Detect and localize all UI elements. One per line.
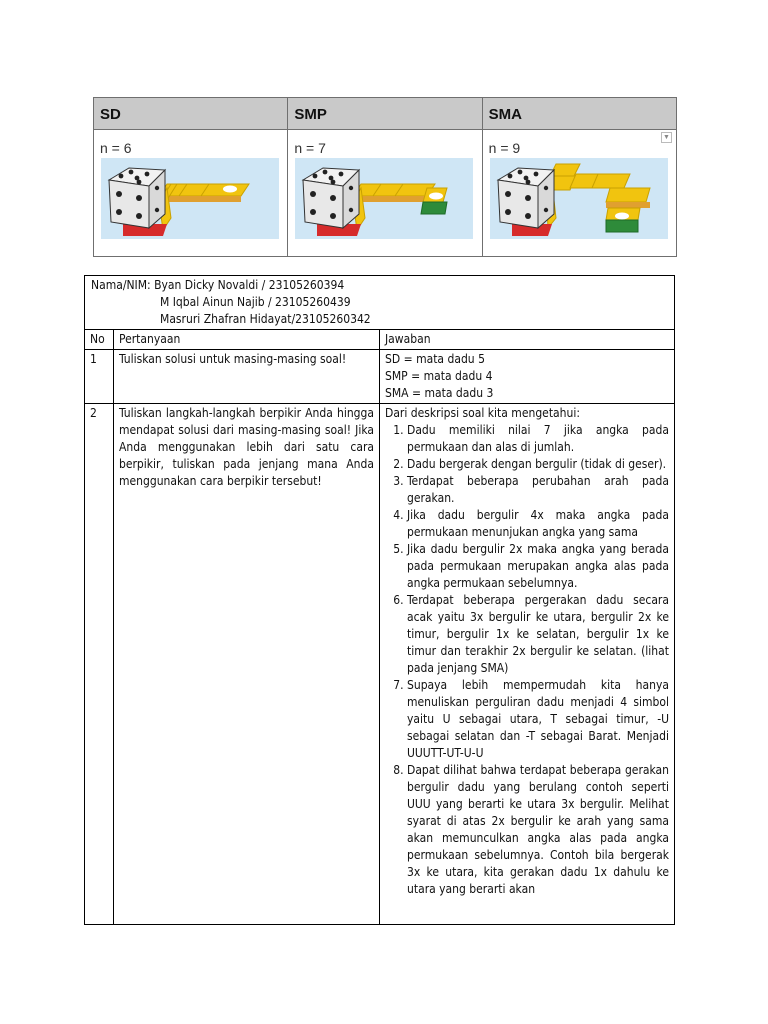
header-sd: SD <box>94 98 288 129</box>
answer-line: SMA = mata dadu 3 <box>385 386 494 400</box>
table-row <box>85 404 675 925</box>
steps-list <box>385 422 669 898</box>
answer-line: SMP = mata dadu 4 <box>385 369 493 383</box>
col-header-no: No <box>85 330 114 350</box>
list-item: 7. Supaya lebih mempermudah kita hanya menuliskan perguliran dadu menjadi 4 simbol yaitu U sebagai utara, T sebagai timur, -U sebagai selatan dan -T sebagai Barat. Menjadi UUUTT-UT-U-U <box>407 677 669 762</box>
list-item: 8. Dapat dilihat bahwa terdapat beberapa gerakan bergulir dadu yang berulang contoh seperti UUU yang berarti ke utara 3x bergulir. Melihat syarat di atas 2x bergulir ke arah yang sama akan memunculkan angka alas pada angka permukaan sebelumnya. Contoh bila bergerak 3x ke utara, kita gerakan dadu 1x dahulu ke utara yang berarti akan <box>407 762 669 898</box>
chevron-down-icon[interactable]: ▼ <box>661 132 672 143</box>
identity-cell <box>85 276 675 330</box>
member-name: Byan Dicky Novaldi / 23105260394 <box>154 278 345 292</box>
row-number: 1 <box>85 350 114 404</box>
list-item: 3. Terdapat beberapa perubahan arah pada gerakan. <box>407 473 669 507</box>
figure-cell-sd <box>94 130 288 257</box>
n-label-smp: n = 7 <box>294 140 326 156</box>
figure-cell-sma <box>483 130 676 257</box>
n-label-sma: n = 9 <box>488 140 521 156</box>
header-sma: SMA <box>488 106 522 123</box>
answer-intro: Dari deskripsi soal kita mengetahui: <box>385 406 580 420</box>
figure-cell-smp <box>288 130 482 257</box>
list-item: 1. Dadu memiliki nilai 7 jika angka pada permukaan dan alas di jumlah. <box>407 422 669 456</box>
puzzle-figure <box>93 97 677 257</box>
question-text: Tuliskan langkah-langkah berpikir Anda hingga mendapat solusi dari masing-masing soal! Jika Anda menggunakan lebih dari satu cara berpikir, tuliskan pada jenjang mana Anda menggunakan cara berpikir tersebut! <box>114 404 380 925</box>
list-item: 6. Terdapat beberapa pergerakan dadu secara acak yaitu 3x bergulir ke utara, bergulir 2x ke timur, bergulir 1x ke selatan, bergulir 1x ke timur dan terakhir 2x bergulir ke selatan. (lihat pada jenjang SMA) <box>407 592 669 677</box>
answer-table <box>84 275 675 925</box>
list-item: 4. Jika dadu bergulir 4x maka angka pada permukaan menunjukan angka yang sama <box>407 507 669 541</box>
figure-header-row <box>94 98 676 130</box>
identity-row <box>85 276 675 330</box>
header-row <box>85 330 675 350</box>
col-header-answer: Jawaban <box>380 330 675 350</box>
answer-cell <box>380 350 675 404</box>
dice-path-image-smp <box>295 158 473 239</box>
list-item: 5. Jika dadu bergulir 2x maka angka yang berada pada permukaan merupakan angka alas pada angka permukaan sebelumnya. <box>407 541 669 592</box>
n-label-sd: n = 6 <box>100 140 132 156</box>
answer-line: SD = mata dadu 5 <box>385 352 485 366</box>
col-header-question: Pertanyaan <box>114 330 380 350</box>
dice-path-image-sma <box>490 158 668 239</box>
row-number: 2 <box>85 404 114 925</box>
answer-cell <box>380 404 675 925</box>
member-name: M Iqbal Ainun Najib / 23105260439 <box>160 295 351 309</box>
question-text: Tuliskan solusi untuk masing-masing soal! <box>114 350 380 404</box>
header-smp: SMP <box>288 98 482 129</box>
table-row <box>85 350 675 404</box>
dice-path-image-sd <box>101 158 279 239</box>
list-item: 2. Dadu bergerak dengan bergulir (tidak di geser). <box>407 456 669 473</box>
identity-label: Nama/NIM: <box>91 278 151 292</box>
member-name: Masruri Zhafran Hidayat/23105260342 <box>160 312 371 326</box>
